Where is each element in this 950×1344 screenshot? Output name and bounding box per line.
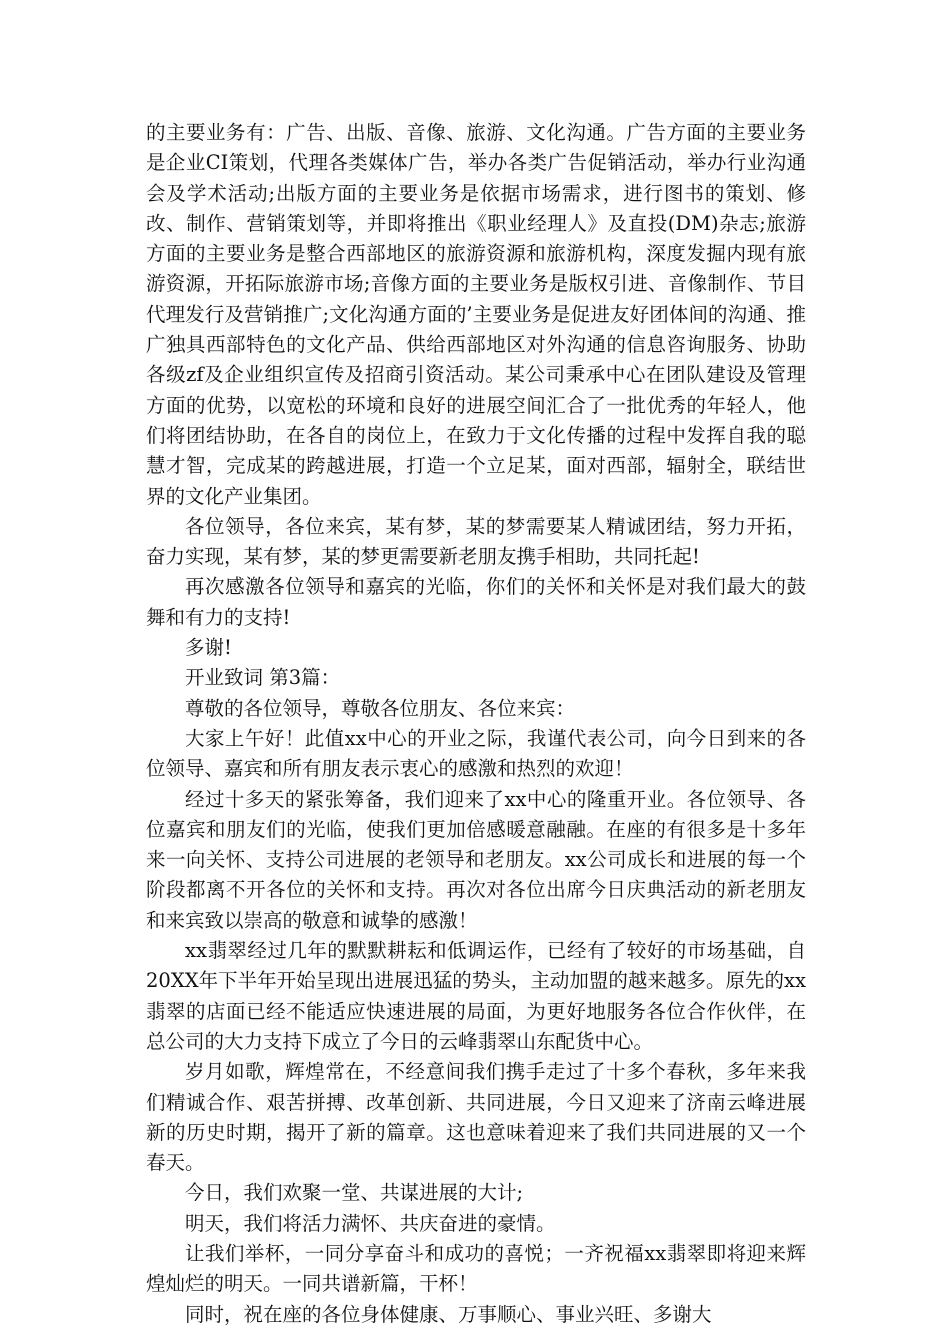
paragraph-wishes: 同时，祝在座的各位身体健康、万事顺心、事业兴旺、多谢大 [185, 1302, 712, 1326]
section-heading: 开业致词 第3篇： [185, 666, 341, 690]
paragraph-years-like-song: 岁月如歌，辉煌常在，不经意间我们携手走过了十多个春秋，多年来我们精诚合作、艰苦拼搏、改革创新、共同进展，今日又迎来了济南云峰进展新的历史时期，揭开了新的篇章。这也意味着迎来了我们共同进展的又一个春天。 [146, 1060, 806, 1175]
paragraph-thank-you: 多谢! [185, 636, 232, 660]
document-page [146, 118, 806, 1330]
paragraph-opening: 经过十多天的紧张筹备，我们迎来了xx中心的隆重开业。各位领导、各位嘉宾和朋友们的光临，使我们更加倍感暖意融融。在座的有很多是十多年来一向关怀、支持公司进展的老领导和老朋友。xx公司成长和进展的每一个阶段都离不开各位的关怀和支持。再次对各位出席今日庆典活动的新老朋友和来宾致以崇高的敬意和诚挚的感激！ [146, 787, 806, 932]
paragraph-toast: 让我们举杯，一同分享奋斗和成功的喜悦；一齐祝福xx翡翠即将迎来辉煌灿烂的明天。一同共谱新篇，干杯！ [146, 1241, 806, 1296]
paragraph-today: 今日，我们欢聚一堂、共谋进展的大计; [185, 1181, 524, 1205]
salutation: 尊敬的各位领导，尊敬各位朋友、各位来宾： [185, 696, 576, 720]
paragraph-greeting: 大家上午好！此值xx中心的开业之际，我谨代表公司，向今日到来的各位领导、嘉宾和所有朋友表示衷心的感激和热烈的欢迎！ [146, 726, 806, 781]
paragraph-business-overview: 的主要业务有：广告、出版、音像、旅游、文化沟通。广告方面的主要业务是企业CI策划，代理各类媒体广告，举办各类广告促销活动，举办行业沟通会及学术活动;出版方面的主要业务是依据市场需求，进行图书的策划、修改、制作、营销策划等，并即将推出《职业经理人》及直投(DM)杂志;旅游方面的主要业务是整合西部地区的旅游资源和旅游机构，深度发掘内现有旅游资源，开拓际旅游市场;音像方面的主要业务是版权引进、音像制作、节目代理发行及营销推广;文化沟通方面的’主要业务是促进友好团体间的沟通、推广独具西部特色的文化产品、供给西部地区对外沟通的信息咨询服务、协助各级zf及企业组织宣传及招商引资活动。某公司秉承中心在团队建设及管理方面的优势，以宽松的环境和良好的进展空间汇合了一批优秀的年轻人，他们将团结协助，在各自的岗位上，在致力于文化传播的过程中发挥自我的聪慧才智，完成某的跨越进展，打造一个立足某，面对西部，辐射全，联结世界的文化产业集团。 [146, 121, 806, 508]
paragraph-thanks-guests: 再次感激各位领导和嘉宾的光临，你们的关怀和关怀是对我们最大的鼓舞和有力的支持! [146, 575, 806, 629]
paragraph-tomorrow: 明天，我们将活力满怀、共庆奋进的豪情。 [185, 1211, 556, 1235]
paragraph-dream: 各位领导，各位来宾，某有梦，某的梦需要某人精诚团结，努力开拓，奋力实现，某有梦，某的梦更需要新老朋友携手相助，共同托起! [146, 514, 806, 569]
paragraph-jade-history: xx翡翠经过几年的默默耕耘和低调运作，已经有了较好的市场基础，自20XX年下半年开始呈现出进展迅猛的势头，主动加盟的越来越多。原先的xx翡翠的店面已经不能适应快速进展的局面，为更好地服务各位合作伙伴，在总公司的大力支持下成立了今日的云峰翡翠山东配货中心。 [146, 939, 806, 1053]
